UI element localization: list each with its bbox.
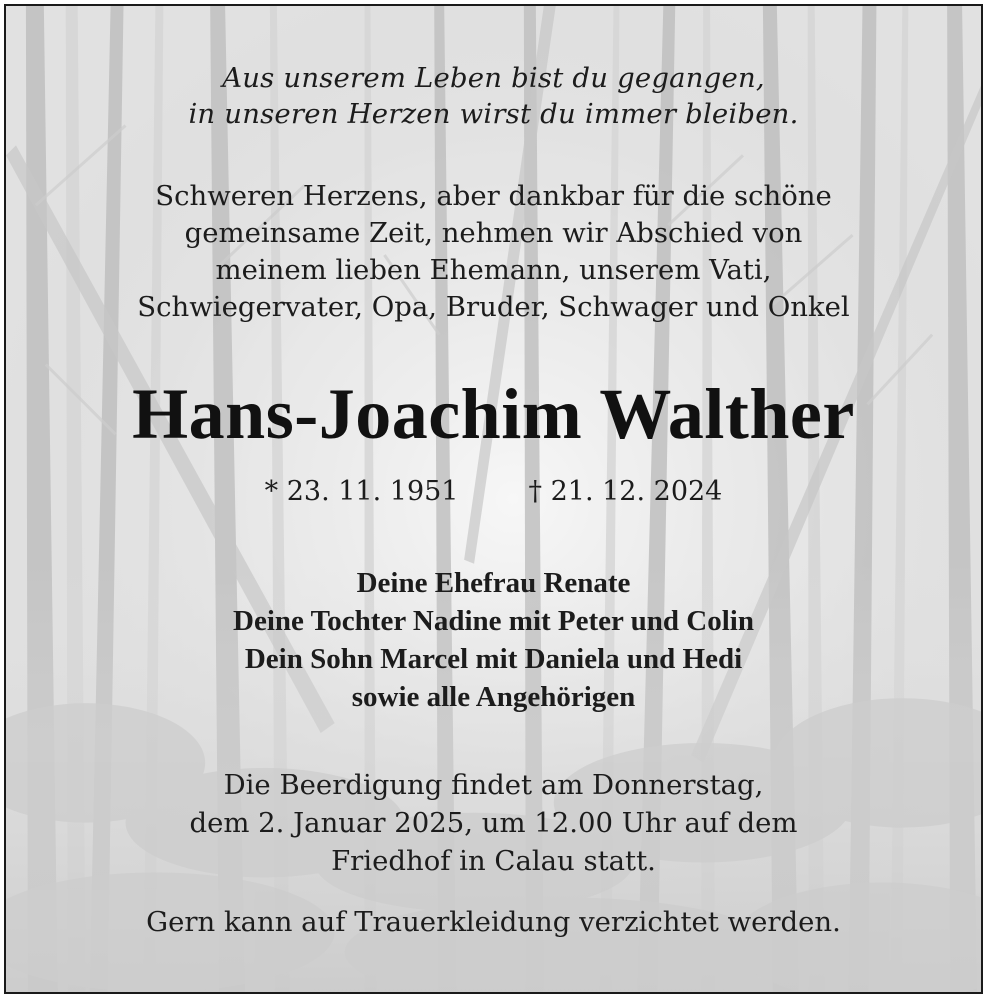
farewell-intro <box>6 178 981 326</box>
birth-date-block <box>265 474 459 510</box>
funeral-line: dem 2. Januar 2025, um 12.00 Uhr auf dem <box>189 807 798 839</box>
death-date: 21. 12. 2024 <box>550 476 723 507</box>
family-line: sowie alle Angehörigen <box>351 681 636 713</box>
intro-line: Schwiegervater, Opa, Bruder, Schwager und Onkel <box>137 291 850 323</box>
motto-line: Aus unserem Leben bist du gegangen, <box>222 62 765 94</box>
deceased-name: Hans-Joachim Walther <box>132 374 855 454</box>
obituary-notice <box>4 4 983 994</box>
intro-line: Schweren Herzens, aber dankbar für die schöne <box>155 180 832 212</box>
family-line: Dein Sohn Marcel mit Daniela und Hedi <box>244 643 743 675</box>
funeral-details <box>6 766 981 880</box>
birth-date: 23. 11. 1951 <box>286 476 459 507</box>
funeral-line: Friedhof in Calau statt. <box>331 845 656 877</box>
family-signatures <box>6 564 981 716</box>
family-line: Deine Tochter Nadine mit Peter und Colin <box>233 605 754 637</box>
motto-verse <box>6 60 981 132</box>
life-dates <box>6 474 981 510</box>
birth-symbol: * <box>264 476 279 507</box>
closing-note: Gern kann auf Trauerkleidung verzichtet werden. <box>146 906 841 938</box>
funeral-line: Die Beerdigung findet am Donnerstag, <box>223 769 764 801</box>
intro-line: meinem lieben Ehemann, unserem Vati, <box>215 254 772 286</box>
death-date-block <box>529 474 723 510</box>
motto-line: in unseren Herzen wirst du immer bleiben. <box>188 98 799 130</box>
intro-line: gemeinsame Zeit, nehmen wir Abschied von <box>184 217 803 249</box>
family-line: Deine Ehefrau Renate <box>356 567 631 599</box>
death-symbol: † <box>528 476 542 507</box>
